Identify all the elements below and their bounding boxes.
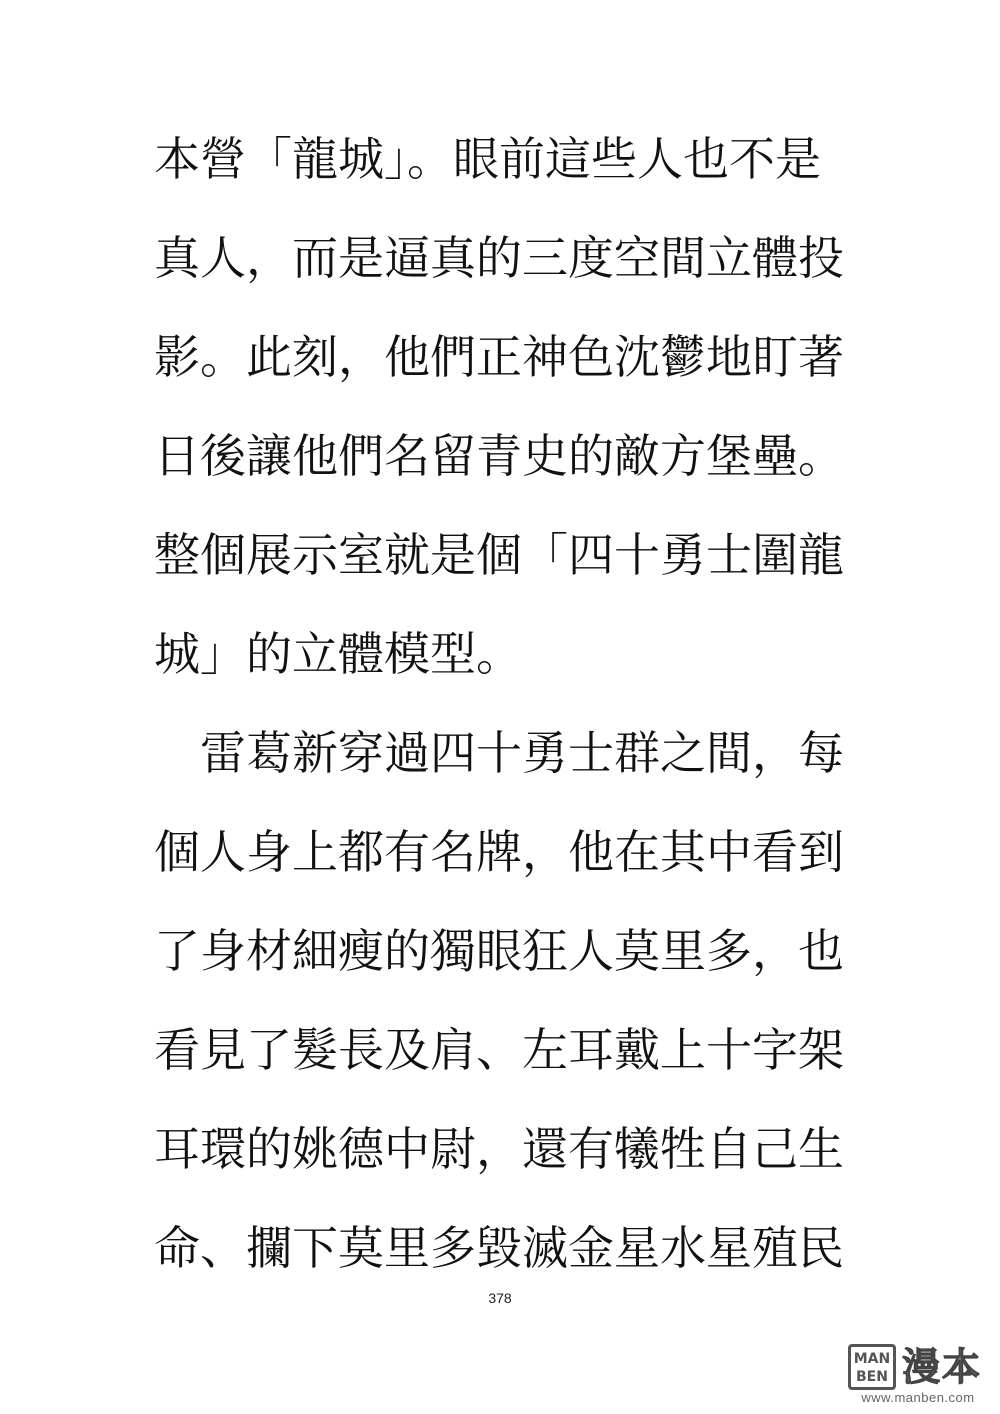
text-line: 個人身上都有名牌，他在其中看到 <box>154 825 844 879</box>
text-line: 影。此刻，他們正神色沈鬱地盯著 <box>154 330 844 384</box>
text-line: 命、攔下莫里多毀滅金星水星殖民 <box>154 1221 844 1275</box>
watermark-seal-top: MAN <box>853 1351 891 1367</box>
watermark-name: 漫本 <box>902 1345 983 1389</box>
text-line: 整個展示室就是個「四十勇士圍龍 <box>154 528 844 582</box>
paragraph-2 <box>154 726 854 1324</box>
text-line: 日後讓他們名留青史的敵方堡壘。 <box>154 429 844 483</box>
text-line: 本營「龍城」。眼前這些人也不是 <box>154 132 821 186</box>
watermark-seal-bottom: BEN <box>856 1369 888 1385</box>
text-line: 城」的立體模型。 <box>154 627 522 681</box>
watermark-logo <box>848 1344 988 1404</box>
watermark-seal <box>848 1344 896 1390</box>
paragraph-1 <box>154 132 854 730</box>
text-line: 耳環的姚德中尉，還有犧牲自己生 <box>154 1122 844 1176</box>
text-line: 真人，而是逼真的三度空間立體投 <box>154 231 844 285</box>
watermark-url: www.manben.com <box>861 1390 975 1405</box>
page-number: 378 <box>488 1290 512 1306</box>
text-line: 雷葛新穿過四十勇士群之間，每 <box>154 726 844 780</box>
text-line: 了身材細瘦的獨眼狂人莫里多，也 <box>154 924 844 978</box>
text-line: 看見了髮長及肩、左耳戴上十字架 <box>154 1023 844 1077</box>
